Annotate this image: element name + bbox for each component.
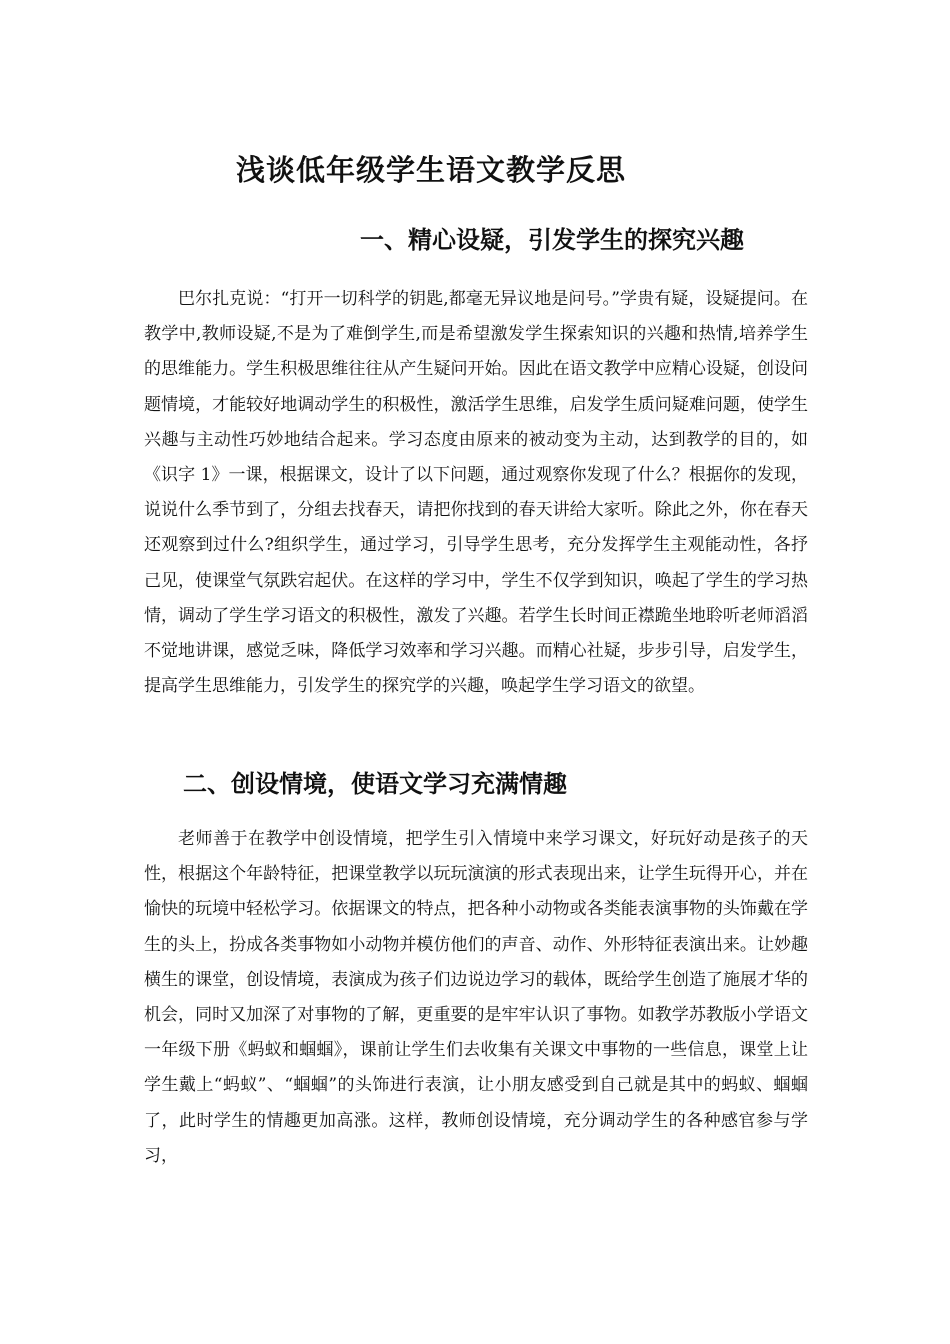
- document-title: 浅谈低年级学生语文教学反思: [236, 153, 627, 187]
- section-2-paragraph: 老师善于在教学中创设情境，把学生引入情境中来学习课文，好玩好动是孩子的天性，根据这个年龄特征，把课堂教学以玩玩演演的形式表现出来，让学生玩得开心，并在愉快的玩境中轻松学习。依据课文的特点，把各种小动物或各类能表演事物的头饰戴在学生的头上，扮成各类事物如小动物并模仿他们的声音、动作、外形特征表演出来。让妙趣横生的课堂，创设情境，表演成为孩子们边说边学习的载体，既给学生创造了施展才华的机会，同时又加深了对事物的了解，更重要的是牢牢认识了事物。如教学苏教版小学语文一年级下册《蚂蚁和蝈蝈》，课前让学生们去收集有关课文中事物的一些信息，课堂上让学生戴上“蚂蚁”、“蝈蝈”的头饰进行表演，让小朋友感受到自己就是其中的蚂蚁、蝈蝈了，此时学生的情趣更加高涨。这样，教师创设情境，充分调动学生的各种感官参与学习，: [144, 829, 808, 1166]
- section-2-heading: 二、创设情境，使语文学习充满情趣: [183, 769, 567, 798]
- section-1-paragraph: 巴尔扎克说：“打开一切科学的钥匙,都毫无异议地是问号。”学贵有疑，设疑提问。在教学中,教师设疑,不是为了难倒学生,而是希望激发学生探索知识的兴趣和热情,培养学生的思维能力。学生积极思维往往从产生疑问开始。因此在语文教学中应精心设疑，创设问题情境，才能较好地调动学生的积极性，激活学生思维，启发学生质问疑难问题，使学生兴趣与主动性巧妙地结合起来。学习态度由原来的被动变为主动，达到教学的目的，如《识字 1》一课，根据课文，设计了以下问题，通过观察你发现了什么？根据你的发现，说说什么季节到了，分组去找春天，请把你找到的春天讲给大家听。除此之外，你在春天还观察到过什么?组织学生，通过学习，引导学生思考，充分发挥学生主观能动性，各抒己见，使课堂气氛跌宕起伏。在这样的学习中，学生不仅学到知识，唤起了学生的学习热情，调动了学生学习语文的积极性，激发了兴趣。若学生长时间正襟跪坐地聆听老师滔滔不觉地讲课，感觉乏味，降低学习效率和学习兴趣。而精心社疑，步步引导，启发学生，提高学生思维能力，引发学生的探究学的兴趣，唤起学生学习语文的欲望。: [144, 289, 808, 697]
- section-1-heading: 一、精心设疑，引发学生的探究兴趣: [360, 225, 744, 254]
